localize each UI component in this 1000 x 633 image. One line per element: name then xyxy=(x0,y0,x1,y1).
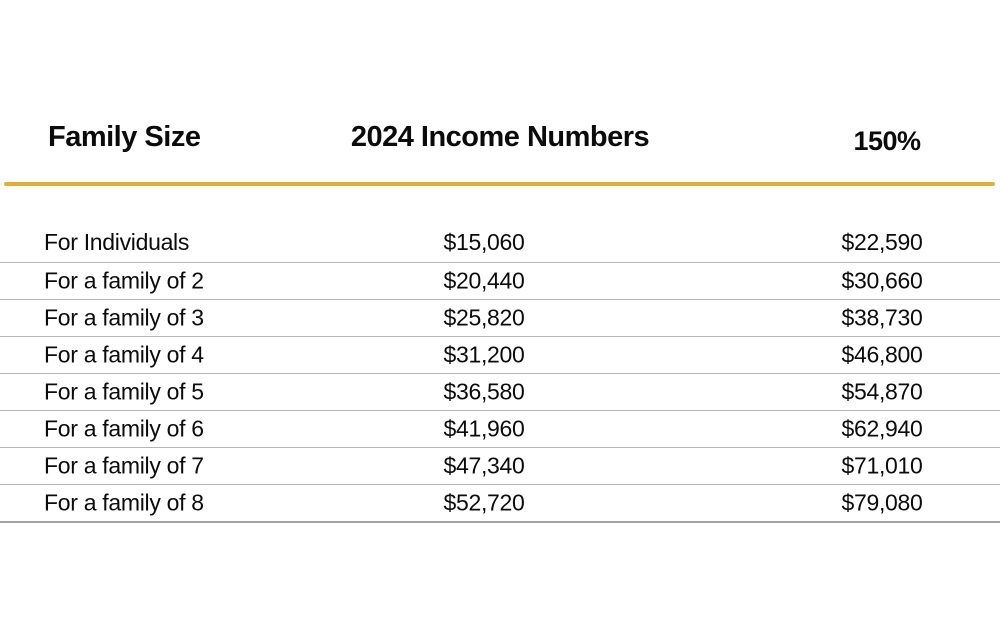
row-label: For Individuals xyxy=(44,229,190,255)
column-header-income-numbers: 2024 Income Numbers xyxy=(350,121,650,153)
income-value: $20,440 xyxy=(443,267,525,293)
income-value: $25,820 xyxy=(443,304,525,330)
table-row xyxy=(0,484,1000,523)
table-row xyxy=(0,262,1000,300)
row-label: For a family of 4 xyxy=(44,341,204,367)
column-header-150-percent: 150% xyxy=(853,126,921,156)
pct150-value: $62,940 xyxy=(841,415,923,441)
column-header-family-size: Family Size xyxy=(48,121,201,153)
row-label: For a family of 8 xyxy=(44,489,204,515)
row-label: For a family of 7 xyxy=(44,452,204,478)
income-value: $41,960 xyxy=(443,415,525,441)
income-value: $47,340 xyxy=(443,452,525,478)
table-row xyxy=(0,299,1000,337)
row-label: For a family of 6 xyxy=(44,415,204,441)
pct150-value: $46,800 xyxy=(841,341,923,367)
income-value: $36,580 xyxy=(443,378,525,404)
table-row xyxy=(0,410,1000,448)
table-row xyxy=(0,447,1000,485)
pct150-value: $79,080 xyxy=(841,489,923,515)
income-value: $15,060 xyxy=(443,229,525,255)
income-value: $31,200 xyxy=(443,341,525,367)
table-row xyxy=(0,373,1000,411)
pct150-value: $38,730 xyxy=(841,304,923,330)
row-label: For a family of 3 xyxy=(44,304,204,330)
row-label: For a family of 2 xyxy=(44,267,204,293)
row-label: For a family of 5 xyxy=(44,378,204,404)
table-row xyxy=(0,190,1000,263)
pct150-value: $71,010 xyxy=(841,452,923,478)
table-row xyxy=(0,336,1000,374)
income-value: $52,720 xyxy=(443,489,525,515)
header-accent-line xyxy=(4,182,995,186)
pct150-value: $54,870 xyxy=(841,378,923,404)
pct150-value: $30,660 xyxy=(841,267,923,293)
pct150-value: $22,590 xyxy=(841,229,923,255)
